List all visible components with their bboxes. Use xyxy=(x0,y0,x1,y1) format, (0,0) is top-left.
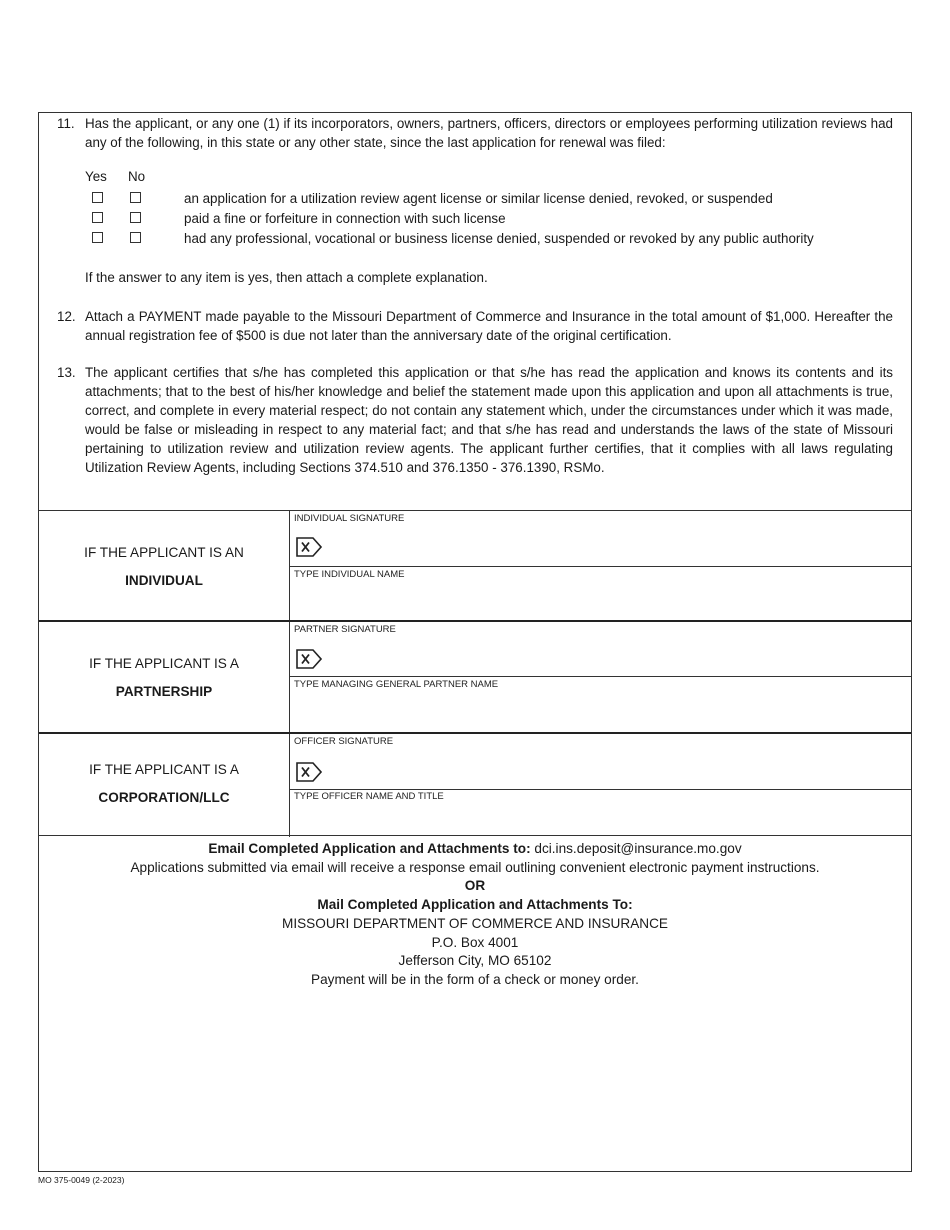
yes-checkbox[interactable] xyxy=(92,192,103,203)
signature-field-label: PARTNER SIGNATURE xyxy=(294,624,396,635)
payment-note: Payment will be in the form of a check or money order. xyxy=(311,971,639,987)
question-12 xyxy=(57,307,893,345)
signature-field-label: OFFICER SIGNATURE xyxy=(294,736,394,747)
name-field-label: TYPE OFFICER NAME AND TITLE xyxy=(294,791,444,802)
applicant-type-label xyxy=(39,511,290,621)
name-field-label: TYPE MANAGING GENERAL PARTNER NAME xyxy=(294,679,499,690)
question-option-row xyxy=(39,209,911,229)
question-text: The applicant certifies that s/he has completed this application or that s/he has read the application and knows its contents and its attachments; that to the best of his/her knowledge and belief the statement made upon this application and upon all attachments is true, correct, and complete in every material respect; do not contain any statement which, under the circumstances under which it was made, would be false or misleading in respect to any material fact; and that s/he has read and understands the laws of the state of Missouri pertaining to utilization review and utilization review agents. The applicant further certifies, that it complies with all laws regulating Utilization Review Agents, including Sections 374.510 and 376.1350 - 376.1390, RSMo. xyxy=(85,365,893,475)
question-text: Attach a PAYMENT made payable to the Missouri Department of Commerce and Insurance in the total amount of $1,000. Hereafter the annual registration fee of $500 is due not later than the anniversary date of the original certification. xyxy=(85,309,893,343)
questions-section xyxy=(39,113,911,510)
applicant-type: PARTNERSHIP xyxy=(115,684,213,699)
email-address[interactable]: dci.ins.deposit@insurance.mo.gov xyxy=(534,841,742,856)
address-line-2: P.O. Box 4001 xyxy=(431,934,519,950)
applicant-type: CORPORATION/LLC xyxy=(98,790,230,805)
question-11 xyxy=(57,114,893,152)
signature-block-corporation xyxy=(39,732,911,837)
applicant-prefix: IF THE APPLICANT IS AN xyxy=(84,545,244,560)
yes-checkbox[interactable] xyxy=(92,212,103,223)
question-number: 11. xyxy=(57,116,75,131)
applicant-prefix: IF THE APPLICANT IS A xyxy=(89,656,239,671)
no-checkbox[interactable] xyxy=(130,212,141,223)
form-code: MO 375-0049 (2-2023) xyxy=(38,1175,125,1185)
sign-here-icon[interactable] xyxy=(296,649,322,669)
yes-checkbox[interactable] xyxy=(92,232,103,243)
signature-fields xyxy=(290,734,911,837)
field-divider xyxy=(290,676,911,677)
signature-fields xyxy=(290,511,911,621)
email-note: Applications submitted via email will receive a response email outlining convenient electronic payment instructions. xyxy=(130,859,820,875)
email-heading: Email Completed Application and Attachments to: xyxy=(208,841,531,856)
question-number: 12. xyxy=(57,309,76,324)
or-separator: OR xyxy=(464,878,486,894)
address-line-1: MISSOURI DEPARTMENT OF COMMERCE AND INSURANCE xyxy=(282,915,668,931)
applicant-prefix: IF THE APPLICANT IS A xyxy=(89,762,239,777)
yes-label: Yes xyxy=(85,169,107,184)
applicant-type-label xyxy=(39,622,290,732)
field-divider xyxy=(290,789,911,790)
question-text: Has the applicant, or any one (1) if its incorporators, owners, partners, officers, directors or employees performing utilization reviews had any of the following, in this state or any other state, since the last application for renewal was filed: xyxy=(85,116,893,150)
form-box xyxy=(38,112,912,1172)
mail-heading: Mail Completed Application and Attachments To: xyxy=(317,897,633,913)
applicant-type: INDIVIDUAL xyxy=(125,573,203,588)
question-option-row xyxy=(39,229,911,249)
no-checkbox[interactable] xyxy=(130,232,141,243)
option-label: an application for a utilization review agent license or similar license denied, revoked, or suspended xyxy=(184,191,773,206)
submission-instructions xyxy=(39,835,911,990)
name-field-label: TYPE INDIVIDUAL NAME xyxy=(294,569,405,580)
no-checkbox[interactable] xyxy=(130,192,141,203)
address-line-3: Jefferson City, MO 65102 xyxy=(398,953,552,969)
question-13 xyxy=(57,363,893,477)
signature-fields xyxy=(290,622,911,732)
signature-field-label: INDIVIDUAL SIGNATURE xyxy=(294,513,405,524)
signature-block-partnership xyxy=(39,620,911,732)
field-divider xyxy=(290,566,911,567)
email-line xyxy=(39,840,911,859)
no-label: No xyxy=(128,169,146,184)
sign-here-icon[interactable] xyxy=(296,762,322,782)
explanation-note: If the answer to any item is yes, then attach a complete explanation. xyxy=(85,270,488,285)
applicant-type-label xyxy=(39,734,290,837)
option-label: paid a fine or forfeiture in connection with such license xyxy=(184,211,506,226)
question-number: 13. xyxy=(57,365,76,380)
question-option-row xyxy=(39,189,911,209)
option-label: had any professional, vocational or business license denied, suspended or revoked by any public authority xyxy=(184,231,814,246)
sign-here-icon[interactable] xyxy=(296,537,322,557)
signature-block-individual xyxy=(39,510,911,621)
